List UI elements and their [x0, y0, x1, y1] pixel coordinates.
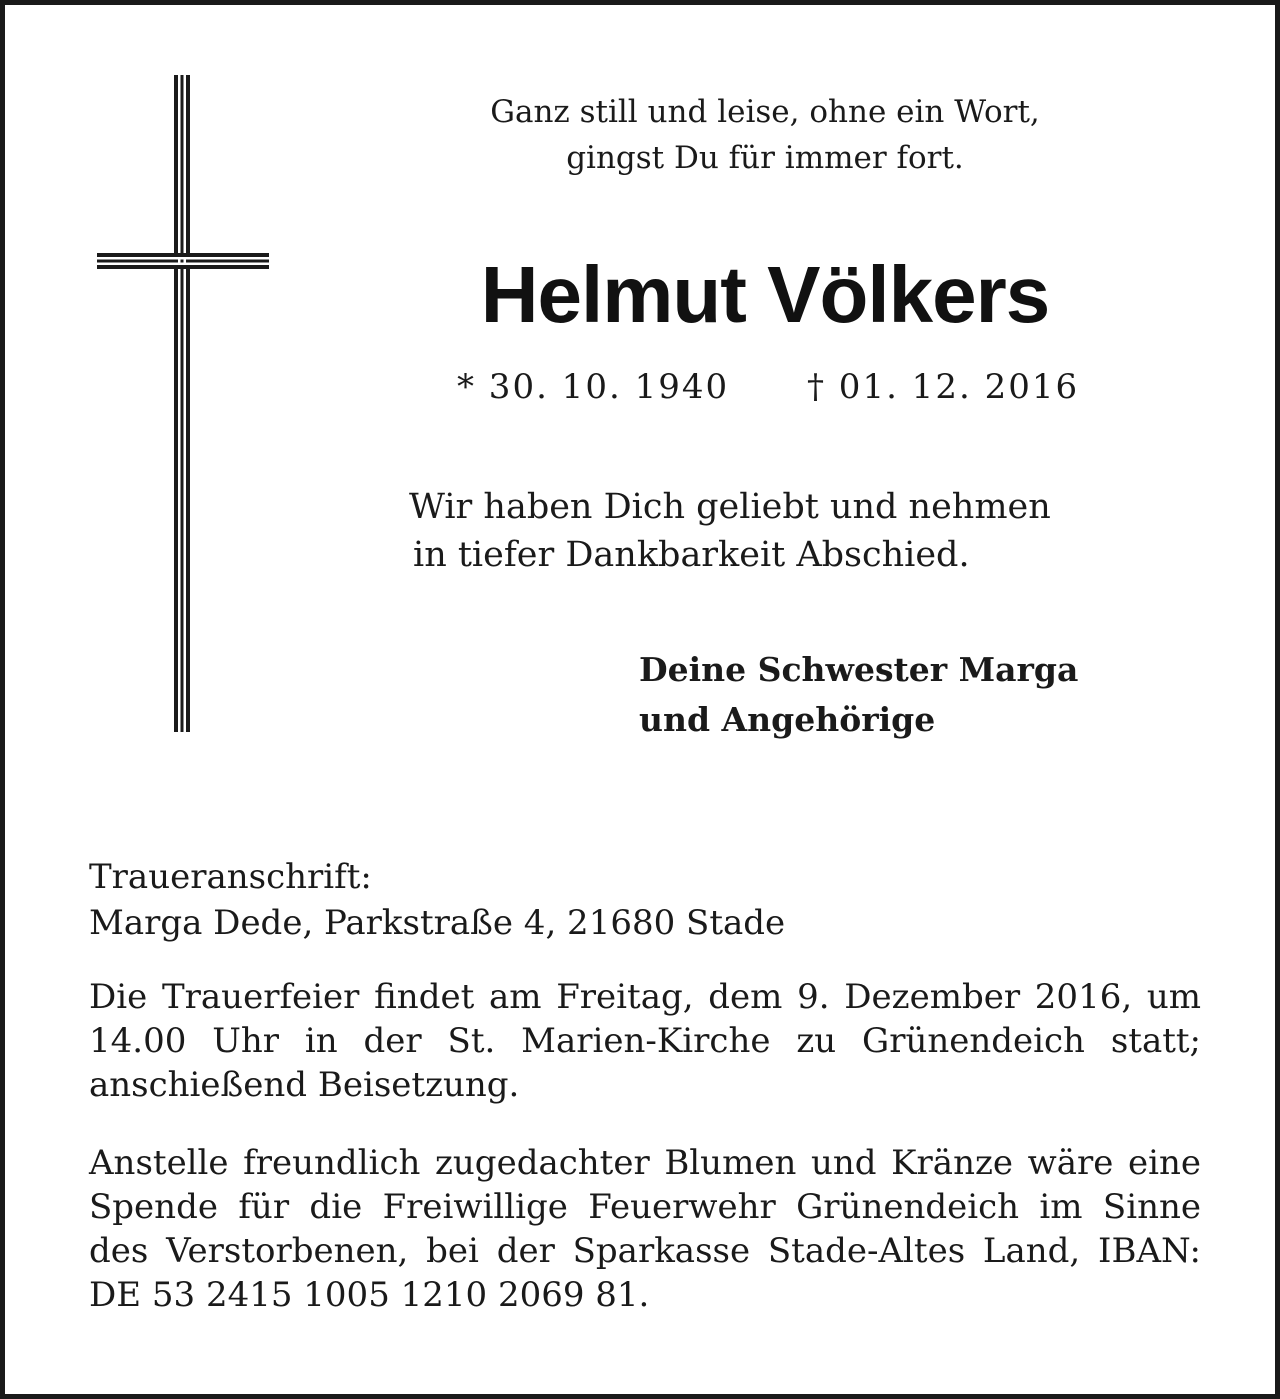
farewell-text [409, 483, 1149, 579]
donation-paragraph: Anstelle freundlich zugedachter Blumen und Kränze wäre eine Spende für die Freiwillige Feuerwehr Grünendeich im Sinne des Verstorbenen, bei der Sparkasse Stade-Altes Land, IBAN: DE 53 2415 1005 1210 2069 81. [89, 1143, 1201, 1315]
verse [405, 89, 1125, 181]
farewell-line-2: in tiefer Dankbarkeit Abschied. [413, 535, 970, 575]
signature-line-1: Deine Schwester Marga [639, 650, 1079, 689]
farewell-line-1: Wir haben Dich geliebt und nehmen [409, 487, 1051, 527]
condolence-address [89, 854, 1201, 946]
address-label: Traueranschrift: [89, 857, 372, 897]
cross-icon [97, 75, 269, 732]
signature [639, 645, 1199, 745]
address-text: Marga Dede, Parkstraße 4, 21680 Stade [89, 903, 786, 943]
birth-date: * 30. 10. 1940 [457, 367, 730, 407]
death-date: † 01. 12. 2016 [807, 367, 1080, 407]
ceremony-paragraph: Die Trauerfeier findet am Freitag, dem 9. Dezember 2016, um 14.00 Uhr in der St. Marien-Kirche zu Grünendeich statt; anschießend Beisetzung. [89, 977, 1201, 1105]
verse-line-2: gingst Du für immer fort. [566, 140, 964, 176]
deceased-name: Helmut Völkers [480, 250, 1050, 339]
verse-line-1: Ganz still und leise, ohne ein Wort, [490, 94, 1040, 130]
signature-line-2: und Angehörige [639, 700, 936, 739]
